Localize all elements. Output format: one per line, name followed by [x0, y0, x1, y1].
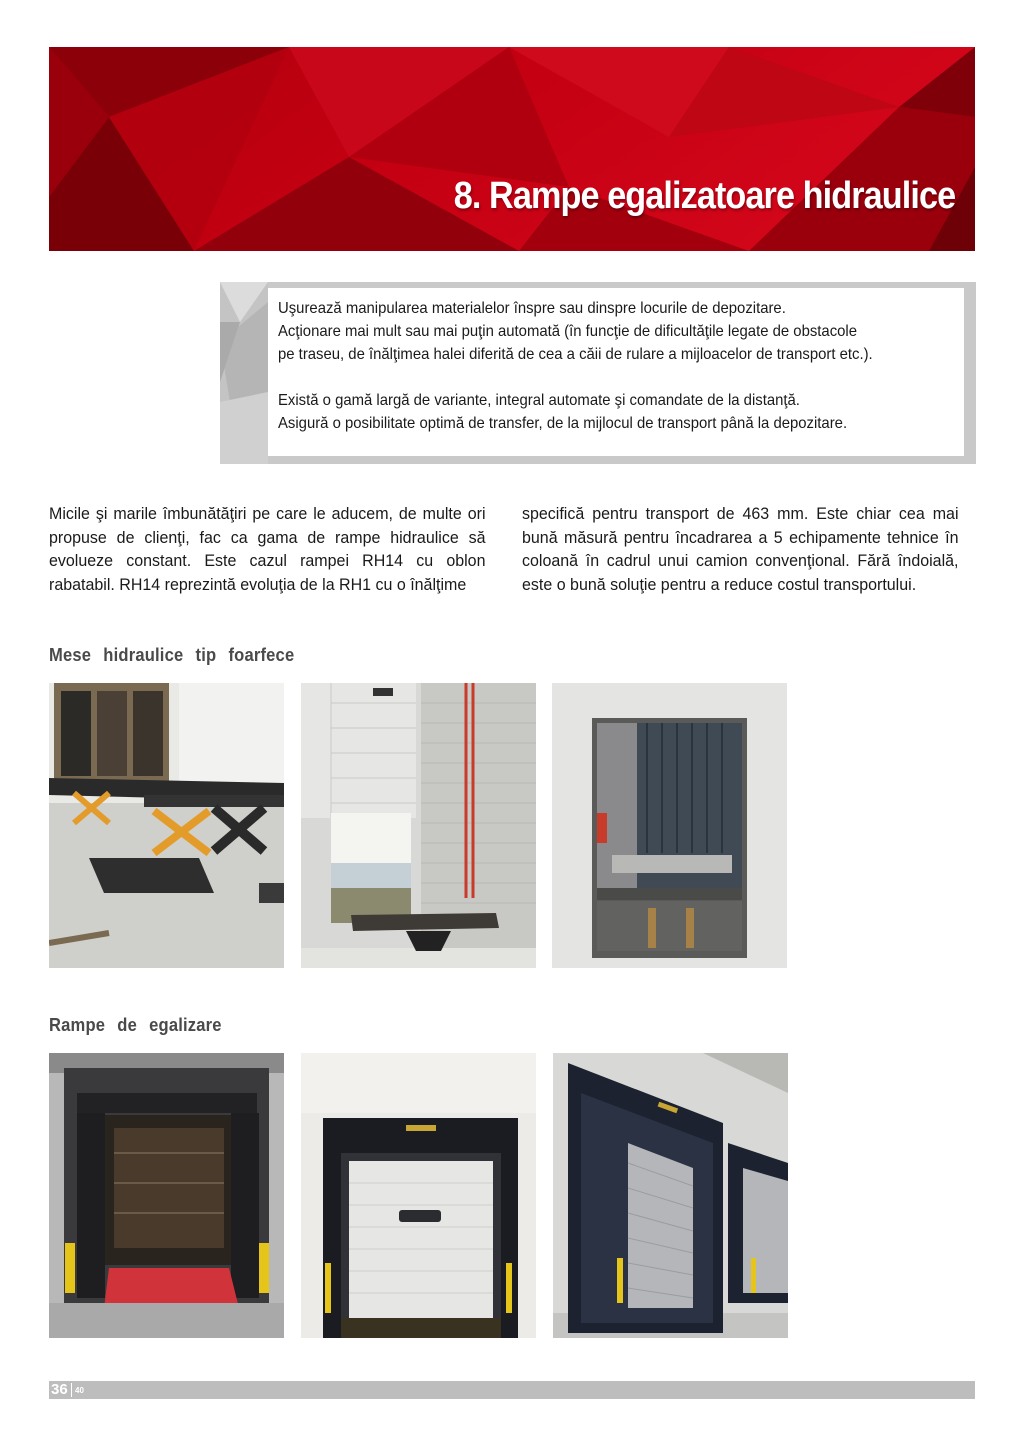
footer-bar	[49, 1381, 975, 1399]
photo-scissor-table-1	[49, 683, 284, 968]
page-number-separator	[71, 1383, 72, 1397]
photo-dock-leveler-1	[49, 1053, 284, 1338]
intro-box	[220, 282, 976, 464]
photo-dock-leveler-3	[553, 1053, 788, 1338]
section-title-dock-levelers: Rampe de egalizare	[49, 1015, 222, 1035]
body-column-right: specifică pentru transport de 463 mm. Este chiar cea mai bună măsură pentru încadrarea a 5 echipamente tehnice în coloană în cadrul unui camion convenţional. Fără îndoială, este o bună soluţie pentru a reduce costul transportului.	[522, 505, 959, 594]
intro-line-3: pe traseu, de înălţimea halei diferită de cea a căii de rulare a mijloacelor de transport etc.).	[278, 346, 873, 363]
banner-background	[49, 47, 975, 251]
page-title: 8. Rampe egalizatoare hidraulice	[453, 175, 955, 217]
header-banner	[49, 47, 975, 251]
page-total: 40	[75, 1386, 84, 1395]
photo-scissor-table-3	[552, 683, 787, 968]
intro-text-panel	[268, 288, 964, 456]
photo-scissor-table-2	[301, 683, 536, 968]
intro-line-1: Uşurează manipularea materialelor înspre sau dinspre locurile de depozitare.	[278, 300, 786, 317]
intro-line-5: Asigură o posibilitate optimă de transfer, de la mijlocul de transport până la depozitare.	[278, 415, 848, 432]
photo-dock-leveler-2	[301, 1053, 536, 1338]
intro-line-2: Acţionare mai mult sau mai puţin automată (în funcţie de dificultăţile legate de obstacole	[278, 323, 857, 340]
intro-line-4: Există o gamă largă de variante, integral automate şi comandate de la distanţă.	[278, 392, 800, 409]
page-number: 36	[51, 1381, 68, 1398]
section-title-scissor-tables: Mese hidraulice tip foarfece	[49, 645, 295, 665]
body-column-left: Micile şi marile îmbunătăţiri pe care le aducem, de multe ori propuse de clienţi, fac ca gama de rampe hidraulice să evolueze constant. Este cazul rampei RH14 cu oblon rabatabil. RH14 reprezintă evoluţia de la RH1 cu o înălţime	[49, 505, 486, 594]
